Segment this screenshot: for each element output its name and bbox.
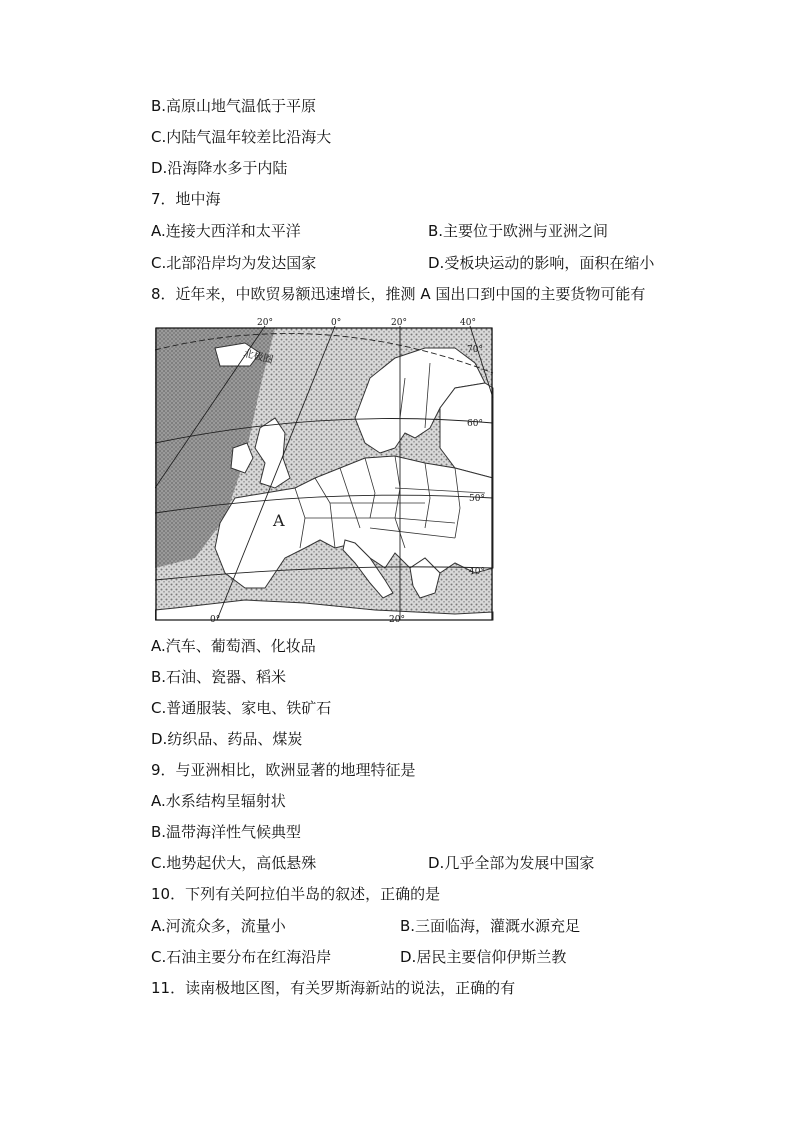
q9-stem: 9．与亚洲相比，欧洲显著的地理特征是 (151, 761, 416, 779)
q11-stem: 11．读南极地区图，有关罗斯海新站的说法，正确的有 (151, 979, 516, 997)
map-label-arctic-circle: 北极圈 (242, 348, 275, 367)
q9-option-b: B.温带海洋性气候典型 (151, 823, 302, 841)
q8-option-a: A.汽车、葡萄酒、化妆品 (151, 637, 316, 655)
map-lat-4: 40° (469, 567, 485, 577)
q10-option-b: B.三面临海，灌溉水源充足 (400, 917, 581, 935)
q8-option-b: B.石油、瓷器、稻米 (151, 668, 287, 686)
q6-option-b: B.高原山地气温低于平原 (151, 97, 317, 115)
q9-option-a: A.水系结构呈辐射状 (151, 792, 286, 810)
map-lon-top-3: 20° (391, 318, 407, 328)
map-lon-top-1: 20° (257, 318, 273, 328)
q7-stem: 7．地中海 (151, 190, 221, 208)
q7-option-c: C.北部沿岸均为发达国家 (151, 254, 317, 272)
q7-option-a: A.连接大西洋和太平洋 (151, 222, 301, 240)
q9-option-c: C.地势起伏大，高低悬殊 (151, 854, 317, 872)
map-lon-bottom-2: 20° (389, 615, 405, 624)
q6-option-c: C.内陆气温年较差比沿海大 (151, 128, 332, 146)
map-lat-3: 50° (469, 494, 485, 504)
q10-option-a: A.河流众多，流量小 (151, 917, 286, 935)
map-lon-top-4: 40° (460, 318, 476, 328)
q10-option-c: C.石油主要分布在红海沿岸 (151, 948, 332, 966)
q7-option-d: D.受板块运动的影响，面积在缩小 (428, 254, 655, 272)
q8-stem: 8．近年来，中欧贸易额迅速增长，推测 A 国出口到中国的主要货物可能有 (151, 285, 646, 303)
q10-option-d: D.居民主要信仰伊斯兰教 (400, 948, 567, 966)
q9-option-d: D.几乎全部为发展中国家 (428, 854, 595, 872)
map-lon-bottom-1: 0° (210, 615, 221, 624)
map-lat-2: 60° (467, 419, 483, 429)
q10-stem: 10．下列有关阿拉伯半岛的叙述，正确的是 (151, 885, 441, 903)
map-label-a: A (273, 511, 285, 530)
map-lat-1: 70° (467, 345, 483, 355)
q6-option-d: D.沿海降水多于内陆 (151, 159, 288, 177)
q7-option-b: B.主要位于欧洲与亚洲之间 (428, 222, 609, 240)
map-lon-top-2: 0° (331, 318, 342, 328)
europe-map (155, 318, 495, 624)
q8-option-c: C.普通服装、家电、铁矿石 (151, 699, 332, 717)
q8-option-d: D.纺织品、药品、煤炭 (151, 730, 303, 748)
